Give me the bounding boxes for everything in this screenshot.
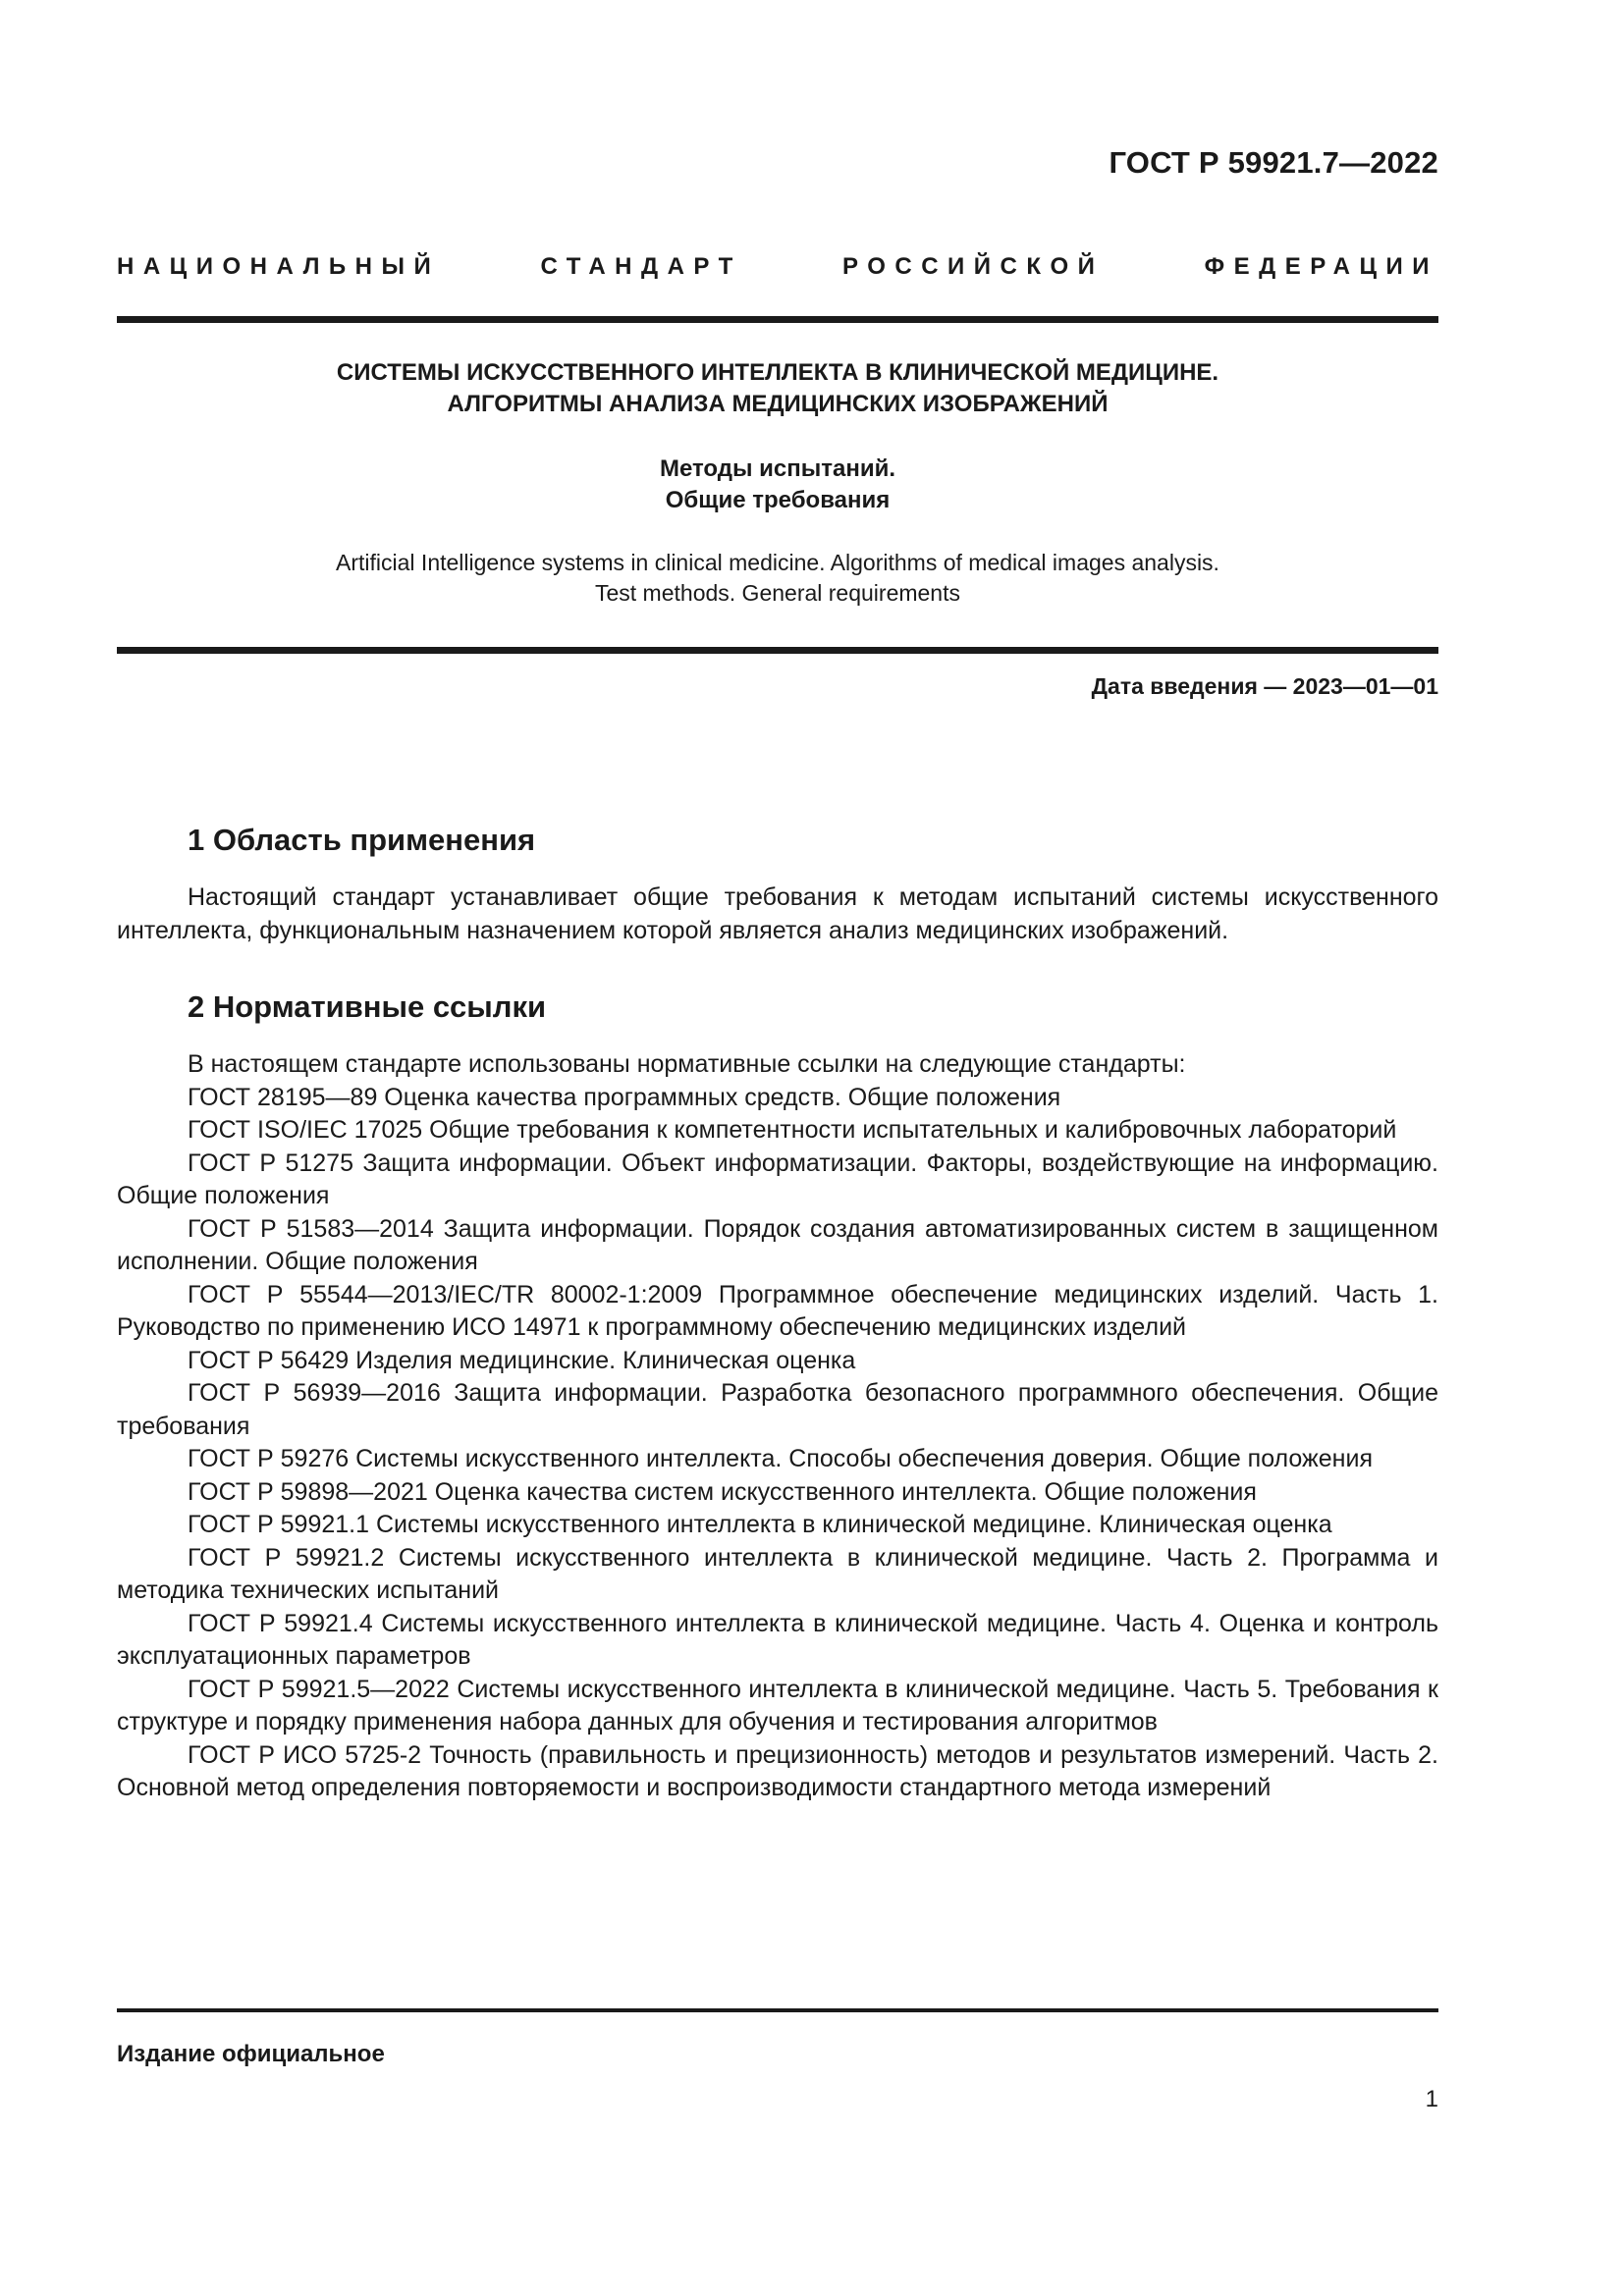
title-line-2: АЛГОРИТМЫ АНАЛИЗА МЕДИЦИНСКИХ ИЗОБРАЖЕНИЙ <box>447 391 1109 417</box>
section-2-heading: 2 Нормативные ссылки <box>188 989 547 1024</box>
section-2-body <box>117 1048 1438 1805</box>
reference-item: ГОСТ Р 59921.1 Системы искусственного интеллекта в клинической медицине. Клиническая оценка <box>188 1511 1332 1538</box>
reference-item: ГОСТ Р 56429 Изделия медицинские. Клиническая оценка <box>188 1346 856 1374</box>
page-number: 1 <box>1425 2086 1438 2112</box>
title-line-1: СИСТЕМЫ ИСКУССТВЕННОГО ИНТЕЛЛЕКТА В КЛИНИЧЕСКОЙ МЕДИЦИНЕ. <box>336 359 1219 386</box>
reference-item: ГОСТ Р 59921.5—2022 Системы искусственного интеллекта в клинической медицине. Часть 5. Требования к структуре и порядку применения набора данных для обучения и тестирования алгоритмов <box>117 1675 1438 1735</box>
top-divider <box>117 316 1438 323</box>
official-edition-label: Издание официальное <box>117 2041 385 2067</box>
reference-item: ГОСТ Р 59921.4 Системы искусственного интеллекта в клинической медицине. Часть 4. Оценка и контроль эксплуатационных параметров <box>117 1609 1438 1670</box>
reference-item: ГОСТ Р 55544—2013/IEC/TR 80002-1:2009 Программное обеспечение медицинских изделий. Часть 1. Руководство по применению ИСО 14971 к программному обеспечению медицинских изделий <box>117 1280 1438 1341</box>
footer-divider <box>117 2008 1438 2012</box>
reference-item: ГОСТ Р 51275 Защита информации. Объект информатизации. Факторы, воздействующие на информацию. Общие положения <box>117 1148 1438 1209</box>
date-introduced: Дата введения — 2023—01—01 <box>1091 673 1438 699</box>
document-page <box>117 0 1438 2296</box>
document-subtitle <box>117 454 1438 516</box>
reference-item: ГОСТ Р 56939—2016 Защита информации. Разработка безопасного программного обеспечения. Общие требования <box>117 1379 1438 1440</box>
title-divider <box>117 647 1438 654</box>
reference-item: ГОСТ ISO/IEC 17025 Общие требования к компетентности испытательных и калибровочных лабораторий <box>188 1116 1397 1144</box>
subtitle-line-1: Методы испытаний. <box>659 455 896 482</box>
reference-item: ГОСТ Р 59921.2 Системы искусственного интеллекта в клинической медицине. Часть 2. Программа и методика технических испытаний <box>117 1543 1438 1604</box>
reference-item: ГОСТ Р 59898—2021 Оценка качества систем искусственного интеллекта. Общие положения <box>188 1477 1257 1506</box>
english-title <box>117 548 1438 609</box>
paragraph: Настоящий стандарт устанавливает общие требования к методам испытаний системы искусственного интеллекта, функциональным назначением которой является анализ медицинских изображений. <box>117 883 1438 944</box>
section-1-heading: 1 Область применения <box>188 823 536 857</box>
document-title <box>117 357 1438 420</box>
reference-item: ГОСТ Р 59276 Системы искусственного интеллекта. Способы обеспечения доверия. Общие положения <box>188 1445 1373 1472</box>
national-standard-banner: НАЦИОНАЛЬНЫЙ СТАНДАРТ РОССИЙСКОЙ ФЕДЕРАЦИИ <box>117 253 1438 280</box>
document-number: ГОСТ Р 59921.7—2022 <box>1109 145 1438 180</box>
section-1-body <box>117 881 1438 947</box>
paragraph-intro: В настоящем стандарте использованы нормативные ссылки на следующие стандарты: <box>188 1050 1186 1078</box>
reference-item: ГОСТ Р 51583—2014 Защита информации. Порядок создания автоматизированных систем в защищенном исполнении. Общие положения <box>117 1214 1438 1275</box>
english-title-line-1: Artificial Intelligence systems in clinical medicine. Algorithms of medical images analysis. <box>336 550 1219 575</box>
english-title-line-2: Test methods. General requirements <box>594 580 960 606</box>
reference-item: ГОСТ 28195—89 Оценка качества программных средств. Общие положения <box>188 1083 1061 1111</box>
reference-item: ГОСТ Р ИСО 5725-2 Точность (правильность и прецизионность) методов и результатов измерений. Часть 2. Основной метод определения повторяемости и воспроизводимости стандартного метода измерений <box>117 1740 1438 1801</box>
subtitle-line-2: Общие требования <box>665 487 891 513</box>
